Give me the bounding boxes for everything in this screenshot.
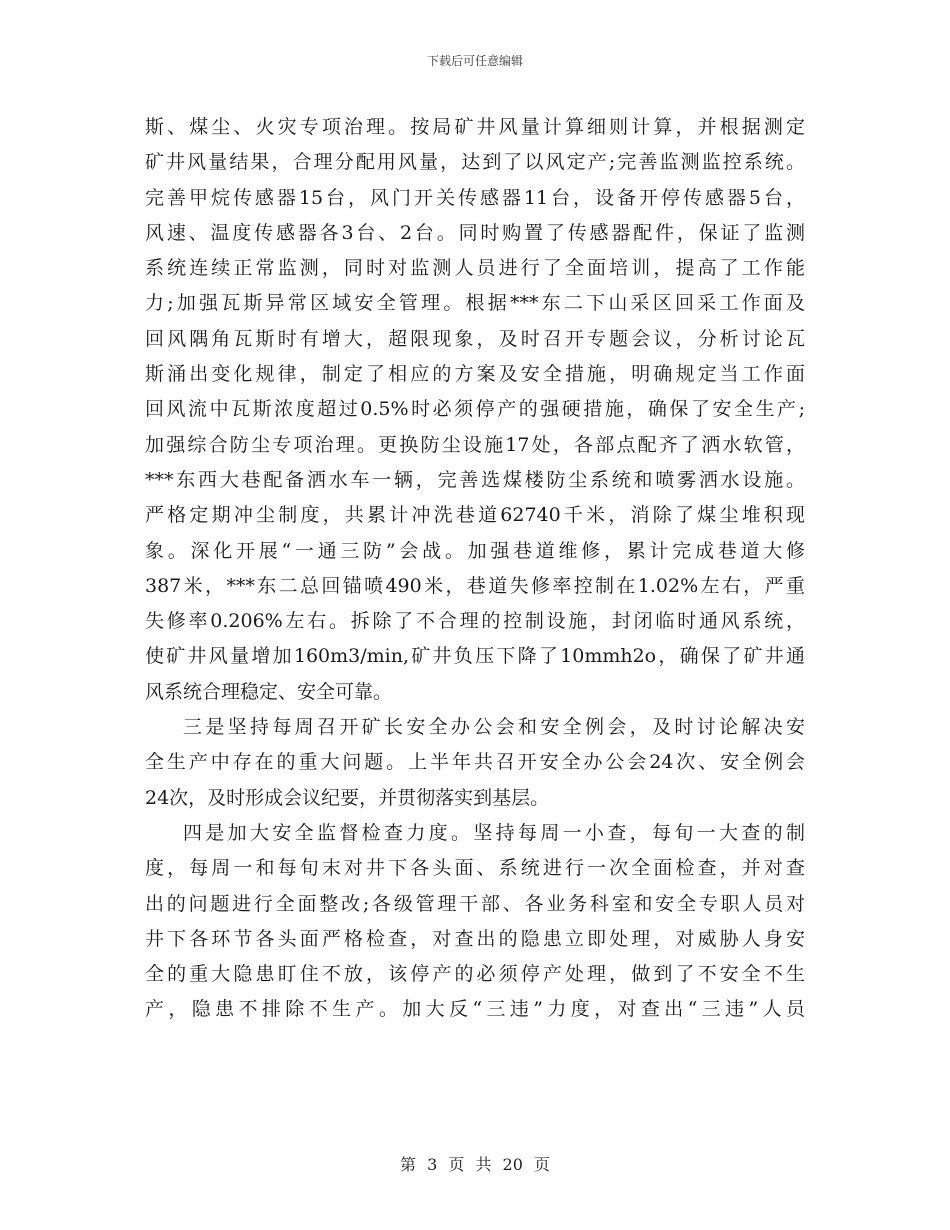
page-header: 下载后可任意编辑 xyxy=(426,54,523,68)
text-line: 斯、煤尘、火灾专项治理。按局矿井风量计算细则计算，并根据测定 xyxy=(145,116,805,138)
text-line: 度，每周一和每旬末对井下各头面、系统进行一次全面检查，并对查 xyxy=(145,857,805,880)
text-line: 回风隅角瓦斯时有增大，超限现象，及时召开专题会议，分析讨论瓦 xyxy=(145,327,805,350)
text-line: 完善甲烷传感器15台，风门开关传感器11台，设备开停传感器5台， xyxy=(145,186,805,209)
paragraph-start-line: 四是加大安全监督检查力度。坚持每周一小查，每旬一大查的制 xyxy=(183,821,805,844)
text-line: 回风流中瓦斯浓度超过0.5%时必须停产的强硬措施，确保了安全生产; xyxy=(145,398,805,421)
text-line: 风速、温度传感器各3台、2台。同时购置了传感器配件，保证了监测 xyxy=(145,221,805,244)
text-line: ***东西大巷配备洒水车一辆，完善选煤楼防尘系统和喷雾洒水设施。 xyxy=(145,468,805,491)
text-line: 象。深化开展“一通三防”会战。加强巷道维修，累计完成巷道大修 xyxy=(145,539,805,562)
document-body xyxy=(145,110,805,1028)
text-line: 矿井风量结果，合理分配用风量，达到了以风定产;完善监测监控系统。 xyxy=(145,151,805,174)
page-footer: 第 3 页 共 20 页 xyxy=(400,1155,550,1174)
text-line: 力;加强瓦斯异常区域安全管理。根据***东二下山采区回采工作面及 xyxy=(145,292,805,315)
text-line: 387米，***东二总回锚喷490米，巷道失修率控制在1.02%左右，严重 xyxy=(145,574,805,597)
text-line: 风系统合理稳定、安全可靠。 xyxy=(145,680,393,703)
text-line: 系统连续正常监测，同时对监测人员进行了全面培训，提高了工作能 xyxy=(145,257,805,280)
text-line: 全生产中存在的重大问题。上半年共召开安全办公会24次、安全例会 xyxy=(145,751,805,774)
text-line: 产，隐患不排除不生产。加大反“三违”力度，对查出“三违”人员 xyxy=(145,998,805,1021)
text-line: 使矿井风量增加160m3/min,矿井负压下降了10mmh2o，确保了矿井通 xyxy=(145,645,805,668)
text-line: 24次，及时形成会议纪要，并贯彻落实到基层。 xyxy=(145,786,550,809)
text-line: 井下各环节各头面严格检查，对查出的隐患立即处理，对威胁人身安 xyxy=(145,927,805,950)
text-line: 加强综合防尘专项治理。更换防尘设施17处，各部点配齐了洒水软管， xyxy=(145,433,805,456)
text-line: 严格定期冲尘制度，共累计冲洗巷道62740千米，消除了煤尘堆积现 xyxy=(145,504,805,527)
text-line: 失修率0.206%左右。拆除了不合理的控制设施，封闭临时通风系统， xyxy=(145,610,805,633)
paragraph-start-line: 三是坚持每周召开矿长安全办公会和安全例会，及时讨论解决安 xyxy=(183,716,805,739)
text-line: 斯涌出变化规律，制定了相应的方案及安全措施，明确规定当工作面 xyxy=(145,363,805,386)
text-line: 出的问题进行全面整改;各级管理干部、各业务科室和安全专职人员对 xyxy=(145,892,805,915)
text-line: 全的重大隐患盯住不放，该停产的必须停产处理，做到了不安全不生 xyxy=(145,963,805,986)
